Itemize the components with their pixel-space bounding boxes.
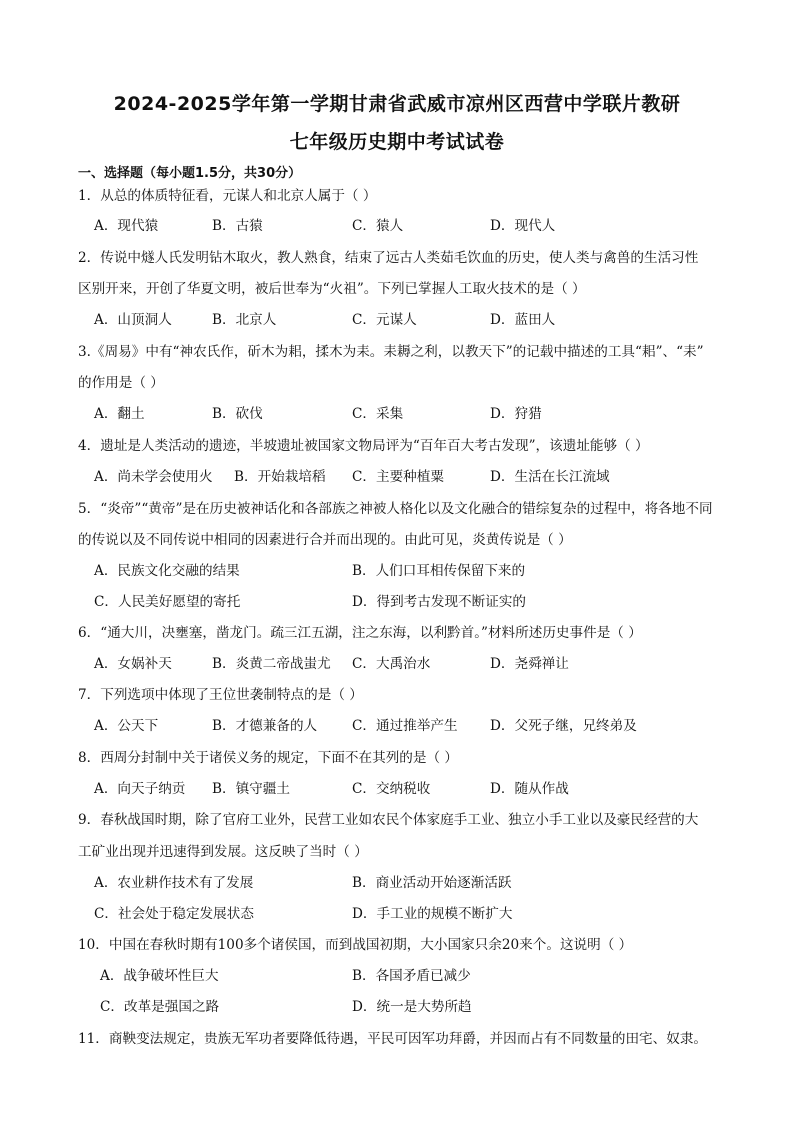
exam-title-line1: 2024-2025学年第一学期甘肃省武威市凉州区西营中学联片教研 <box>113 93 681 115</box>
option-d: D．得到考古发现不断证实的 <box>352 594 527 610</box>
option-d: D．统一是大势所趋 <box>352 999 472 1015</box>
option-d: D．手工业的规模不断扩大 <box>352 906 513 922</box>
option-c: C．社会处于稳定发展状态 <box>94 906 254 922</box>
question-stem: 8．西周分封制中关于诸侯义务的规定，下面不在其列的是（ ） <box>78 750 458 766</box>
option-c: C．主要种植粟 <box>352 469 444 485</box>
question-stem: 9．春秋战国时期，除了官府工业外，民营工业如农民个体家庭手工业、独立小手工业以及豪民经营的大 <box>78 812 699 828</box>
option-a: A．公天下 <box>94 718 159 734</box>
exam-title-line2: 七年级历史期中考试试卷 <box>289 131 505 153</box>
option-d: D．尧舜禅让 <box>490 656 569 672</box>
option-d: D．生活在长江流域 <box>490 469 610 485</box>
question-stem-cont: 工矿业出现并迅速得到发展。这反映了当时（ ） <box>78 844 368 860</box>
option-c: C．猿人 <box>352 218 404 234</box>
option-c: C．交纳税收 <box>352 781 431 797</box>
option-d: D．狩猎 <box>490 406 542 422</box>
option-b: B．北京人 <box>212 312 277 328</box>
option-a: A．向天子纳贡 <box>94 781 186 797</box>
option-a: A．民族文化交融的结果 <box>94 563 240 579</box>
option-a: A．现代猿 <box>94 218 159 234</box>
option-c: C．改革是强国之路 <box>100 999 220 1015</box>
option-c: C．采集 <box>352 406 404 422</box>
option-b: B．才德兼备的人 <box>212 718 318 734</box>
option-b: B．各国矛盾已减少 <box>352 968 471 984</box>
section-heading: 一、选择题（每小题1.5分，共30分） <box>78 166 302 181</box>
option-c: C．通过推举产生 <box>352 718 458 734</box>
option-a: A．女娲补天 <box>94 656 172 672</box>
option-b: B．人们口耳相传保留下来的 <box>352 563 526 579</box>
question-stem: 6．“通大川，决壅塞，凿龙门。疏三江五湖，注之东海，以利黔首。”材料所述历史事件是（ ） <box>78 625 642 641</box>
option-d: D．随从作战 <box>490 781 569 797</box>
option-b: B．商业活动开始逐渐活跃 <box>352 875 512 891</box>
option-a: A．翻土 <box>94 406 145 422</box>
question-stem: 10．中国在春秋时期有100多个诸侯国，而到战国初期，大小国家只余20来个。这说明（ ） <box>78 937 633 953</box>
question-stem: 5．“炎帝”“黄帝”是在历史被神话化和各部族之神被人格化以及文化融合的错综复杂的过程中，将各地不同 <box>78 501 713 517</box>
option-d: D．现代人 <box>490 218 556 234</box>
option-a: A．尚未学会使用火 <box>94 469 213 485</box>
question-stem-cont: 的作用是（ ） <box>78 375 164 391</box>
option-d: D．蓝田人 <box>490 312 556 328</box>
question-stem: 4．遗址是人类活动的遗迹，半坡遗址被国家文物局评为“百年百大考古发现”，该遗址能够（ ） <box>78 438 649 454</box>
question-stem: 11．商鞅变法规定，贵族无军功者要降低待遇，平民可因军功拜爵，并因而占有不同数量的田宅、奴隶。 <box>78 1031 708 1047</box>
question-stem: 1．从总的体质特征看，元谋人和北京人属于（ ） <box>78 188 377 204</box>
option-a: A．山顶洞人 <box>94 312 172 328</box>
option-b: B．砍伐 <box>212 406 263 422</box>
option-b: B．炎黄二帝战蚩尤 <box>212 656 331 672</box>
option-b: B．镇守疆土 <box>212 781 290 797</box>
option-d: D．父死子继，兄终弟及 <box>490 718 637 734</box>
option-c: C．人民美好愿望的寄托 <box>94 594 241 610</box>
option-a: A．战争破坏性巨大 <box>100 968 219 984</box>
option-c: C．元谋人 <box>352 312 417 328</box>
question-stem-cont: 区别开来，开创了华夏文明，被后世奉为“火祖”。下列已掌握人工取火技术的是（ ） <box>78 281 586 297</box>
option-b: B．开始栽培稻 <box>234 469 326 485</box>
question-stem-cont: 的传说以及不同传说中相同的因素进行合并而出现的。由此可见，炎黄传说是（ ） <box>78 532 572 548</box>
question-stem: 2．传说中燧人氏发明钻木取火，教人熟食，结束了远古人类茹毛饮血的历史，使人类与禽兽的生活习性 <box>78 250 699 266</box>
option-b: B．古猿 <box>212 218 263 234</box>
option-c: C．大禹治水 <box>352 656 431 672</box>
question-stem: 3.《周易》中有“神农氏作，斫木为耜，揉木为耒。耒耨之利，以教天下”的记载中描述的工具“耜”、“耒” <box>78 344 704 360</box>
question-stem: 7．下列选项中体现了王位世袭制特点的是（ ） <box>78 687 363 703</box>
option-a: A．农业耕作技术有了发展 <box>94 875 254 891</box>
